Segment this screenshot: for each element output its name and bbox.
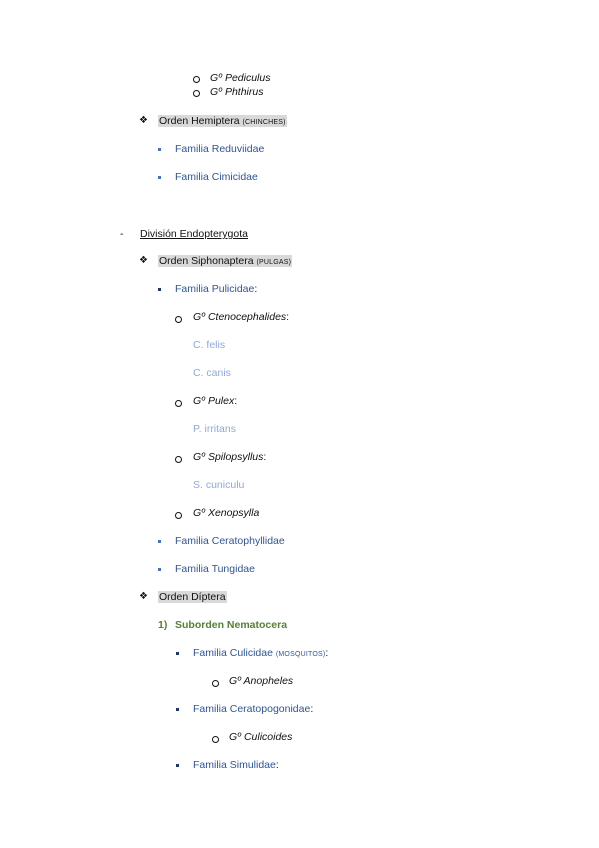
species-irritans: P. irritans — [193, 423, 236, 435]
family-label: Familia Pulicidae — [175, 283, 255, 295]
order-siphonaptera — [158, 254, 292, 270]
order-label: Orden Hemiptera — [159, 115, 240, 127]
family-label: Familia Culicidae — [193, 647, 273, 659]
genus-colon: : — [286, 311, 290, 323]
order-note: (PULGAS) — [256, 259, 292, 266]
genus-name: Pulex — [207, 395, 235, 407]
genus-prefix: Gº — [193, 311, 206, 323]
family-colon: : — [310, 703, 314, 715]
genus-culicoides — [229, 730, 292, 744]
circle-bullet-icon — [175, 400, 182, 407]
genus-spilopsyllus — [193, 450, 266, 464]
genus-anopheles — [229, 674, 293, 688]
circle-bullet-icon — [193, 90, 200, 97]
family-note: (MOSQUITOS) — [275, 651, 326, 658]
family-reduviidae: Familia Reduviidae — [175, 143, 265, 155]
division-endopterygota: División Endopterygota — [140, 228, 248, 240]
square-bullet-icon — [158, 176, 161, 179]
square-bullet-icon — [176, 708, 179, 711]
suborder-nematocera: Suborden Nematocera — [175, 619, 288, 631]
square-bullet-icon — [158, 148, 161, 151]
genus-prefix: Gº — [210, 72, 223, 84]
genus-prefix: Gº — [193, 395, 206, 407]
genus-pulex — [193, 394, 237, 408]
order-label: Orden Díptera — [159, 591, 226, 603]
genus-name: Culicoides — [243, 731, 293, 743]
dash-bullet-icon: - — [120, 228, 124, 240]
genus-name: Anopheles — [243, 675, 294, 687]
diamond-bullet-icon: ❖ — [139, 591, 148, 602]
square-bullet-icon — [158, 288, 161, 291]
family-label: Familia Ceratopogonidae — [193, 703, 311, 715]
circle-bullet-icon — [193, 76, 200, 83]
order-diptera — [158, 590, 227, 604]
order-label: Orden Siphonaptera — [159, 255, 254, 267]
family-colon: : — [275, 759, 279, 771]
genus-name: Phthirus — [224, 86, 264, 98]
genus-xenopsylla — [193, 506, 259, 520]
square-bullet-icon — [176, 652, 179, 655]
family-label: Familia Simulidae — [193, 759, 276, 771]
family-tungidae: Familia Tungidae — [175, 563, 255, 575]
family-culicidae — [193, 646, 328, 662]
circle-bullet-icon — [175, 316, 182, 323]
genus-pediculus — [210, 71, 270, 85]
order-hemiptera — [158, 114, 287, 130]
genus-phthirus — [210, 85, 263, 99]
genus-colon: : — [234, 395, 238, 407]
circle-bullet-icon — [212, 680, 219, 687]
family-ceratopogonidae — [193, 702, 313, 716]
suborder-number: 1) — [158, 619, 168, 631]
genus-prefix: Gº — [193, 451, 206, 463]
species-cuniculu: S. cuniculu — [193, 479, 245, 491]
genus-name: Spilopsyllus — [207, 451, 264, 463]
family-pulicidae — [175, 282, 257, 296]
family-ceratophyllidae: Familia Ceratophyllidae — [175, 535, 285, 547]
genus-ctenocephalides — [193, 310, 289, 324]
species-felis: C. felis — [193, 339, 226, 351]
species-canis: C. canis — [193, 367, 231, 379]
diamond-bullet-icon: ❖ — [139, 115, 148, 126]
family-cimicidae: Familia Cimicidae — [175, 171, 258, 183]
genus-name: Pediculus — [224, 72, 271, 84]
genus-prefix: Gº — [210, 86, 223, 98]
genus-prefix: Gº — [229, 731, 242, 743]
genus-colon: : — [263, 451, 267, 463]
square-bullet-icon — [176, 764, 179, 767]
circle-bullet-icon — [175, 456, 182, 463]
diamond-bullet-icon: ❖ — [139, 255, 148, 266]
genus-name: Ctenocephalides — [207, 311, 287, 323]
circle-bullet-icon — [175, 512, 182, 519]
square-bullet-icon — [158, 540, 161, 543]
family-simulidae — [193, 758, 279, 772]
family-colon: : — [325, 647, 329, 659]
family-colon: : — [254, 283, 258, 295]
circle-bullet-icon — [212, 736, 219, 743]
genus-name: Xenopsylla — [207, 507, 260, 519]
square-bullet-icon — [158, 568, 161, 571]
genus-prefix: Gº — [193, 507, 206, 519]
genus-prefix: Gº — [229, 675, 242, 687]
order-note: (CHINCHES) — [242, 119, 286, 126]
